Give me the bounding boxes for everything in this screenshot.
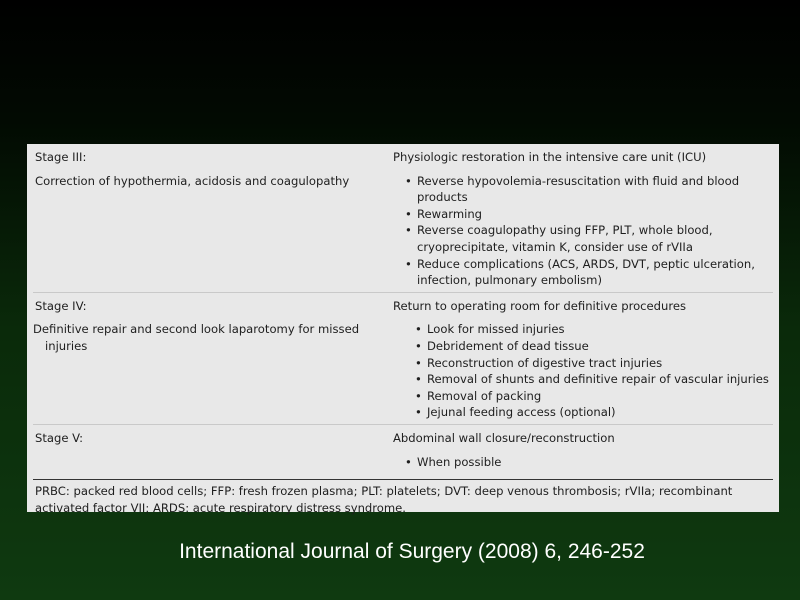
table-footnote: PRBC: packed red blood cells; FFP: fresh frozen plasma; PLT: platelets; DVT: deep venous thrombosis; rVIIa; recombinant activated factor VII; ARDS: acute respiratory distress syndrome. (33, 479, 773, 516)
list-item: • Reduce complications (ACS, ARDS, DVT, peptic ulceration, infection, pulmonary embolism) (405, 256, 773, 289)
list-item: • Removal of packing (415, 388, 773, 405)
list-item: • Reconstruction of digestive tract injuries (415, 355, 773, 372)
staging-table (27, 144, 779, 515)
stage-4-content-row (33, 317, 773, 424)
stage-5-label: Stage V: (35, 430, 84, 445)
stage-3-label: Stage III: (35, 150, 87, 164)
stage-5-content-row (33, 450, 773, 474)
stage-3-content-row (33, 169, 773, 292)
list-item: • Removal of shunts and definitive repair of vascular injuries (415, 371, 773, 388)
citation-caption: International Journal of Surgery (2008) 6, 246-252 (179, 540, 645, 563)
list-item: • Debridement of dead tissue (415, 338, 773, 355)
stage-4-header-row (33, 293, 773, 318)
stage-5-header-row (33, 425, 773, 450)
stage-3-description: Correction of hypothermia, acidosis and coagulopathy (35, 173, 350, 188)
stage-3-list (393, 173, 773, 289)
list-item: • Rewarming (405, 206, 773, 223)
list-item: • Reverse hypovolemia-resuscitation with fluid and blood products (405, 173, 773, 206)
stage-4-title: Return to operating room for definitive procedures (393, 298, 687, 313)
list-item: • Look for missed injuries (415, 321, 773, 338)
stage-3-header-row (33, 144, 773, 169)
list-item: • Jejunal feeding access (optional) (415, 404, 773, 421)
stage-5-list (393, 454, 773, 471)
list-item: • When possible (405, 454, 773, 471)
list-item: • Reverse coagulopathy using FFP, PLT, whole blood, cryoprecipitate, vitamin K, consider use of rVIIa (405, 222, 773, 255)
stage-4-description: Definitive repair and second look laparotomy for missed injuries (33, 322, 360, 353)
stage-3-title: Physiologic restoration in the intensive care unit (ICU) (393, 150, 707, 164)
stage-5-title: Abdominal wall closure/reconstruction (393, 430, 615, 445)
stage-4-label: Stage IV: (35, 298, 87, 313)
stage-4-list (403, 321, 773, 421)
